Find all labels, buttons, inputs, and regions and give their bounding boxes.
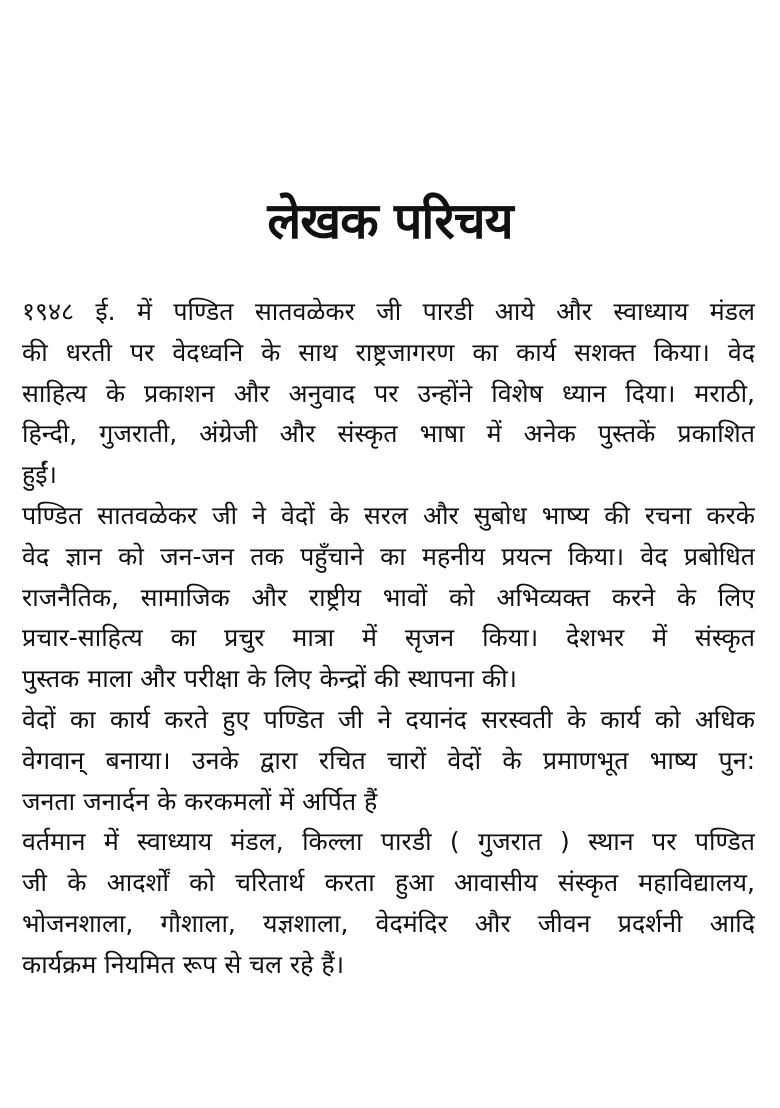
- text-line: राजनैतिक, सामाजिक और राष्ट्रीय भावों को अभिव्यक्त करने के लिए: [22, 582, 755, 612]
- text-line: वेदों का कार्य करते हुए पण्डित जी ने दयानंद सरस्वती के कार्य को अधिक: [22, 704, 755, 734]
- text-line: की धरती पर वेदध्वनि के साथ राष्ट्रजागरण का कार्य सशक्त किया। वेद: [22, 337, 755, 367]
- text-line: हिन्दी, गुजराती, अंग्रेजी और संस्कृत भाषा में अनेक पुस्तकें प्रकाशित: [22, 419, 755, 449]
- text-line: कार्यक्रम नियमित रूप से चल रहे हैं।: [22, 949, 345, 979]
- text-line: वर्तमान में स्वाध्याय मंडल, किल्ला पारडी ( गुजरात ) स्थान पर पण्डित: [22, 827, 755, 857]
- text-line: वेद ज्ञान को जन-जन तक पहुँचाने का महनीय प्रयत्न किया। वेद प्रबोधित: [22, 541, 755, 571]
- text-line: पण्डित सातवळेकर जी ने वेदों के सरल और सुबोध भाष्य की रचना करके: [22, 500, 755, 530]
- text-line: पुस्तक माला और परीक्षा के लिए केन्द्रों की स्थापना की।: [22, 664, 518, 694]
- page-title: लेखक परिचय: [267, 192, 513, 250]
- text-line: साहित्य के प्रकाशन और अनुवाद पर उन्होंने विशेष ध्यान दिया। मराठी,: [22, 378, 755, 408]
- text-line: भोजनशाला, गौशाला, यज्ञशाला, वेदमंदिर और जीवन प्रदर्शनी आदि: [22, 908, 755, 938]
- text-line: जी के आदर्शों को चरितार्थ करता हुआ आवासीय संस्कृत महाविद्यालय,: [22, 868, 755, 898]
- text-line: हुईं।: [22, 460, 58, 490]
- text-line: १९४८ ई. में पण्डित सातवळेकर जी पारडी आये और स्वाध्याय मंडल: [22, 297, 755, 326]
- text-line: वेगवान् बनाया। उनके द्वारा रचित चारों वेदों के प्रमाणभूत भाष्य पुन:: [22, 745, 755, 775]
- text-line: जनता जनार्दन के करकमलों में अर्पित हैं: [22, 786, 378, 816]
- text-line: प्रचार-साहित्य का प्रचुर मात्रा में सृजन किया। देशभर में संस्कृत: [22, 623, 755, 653]
- author-intro-text: [22, 292, 755, 986]
